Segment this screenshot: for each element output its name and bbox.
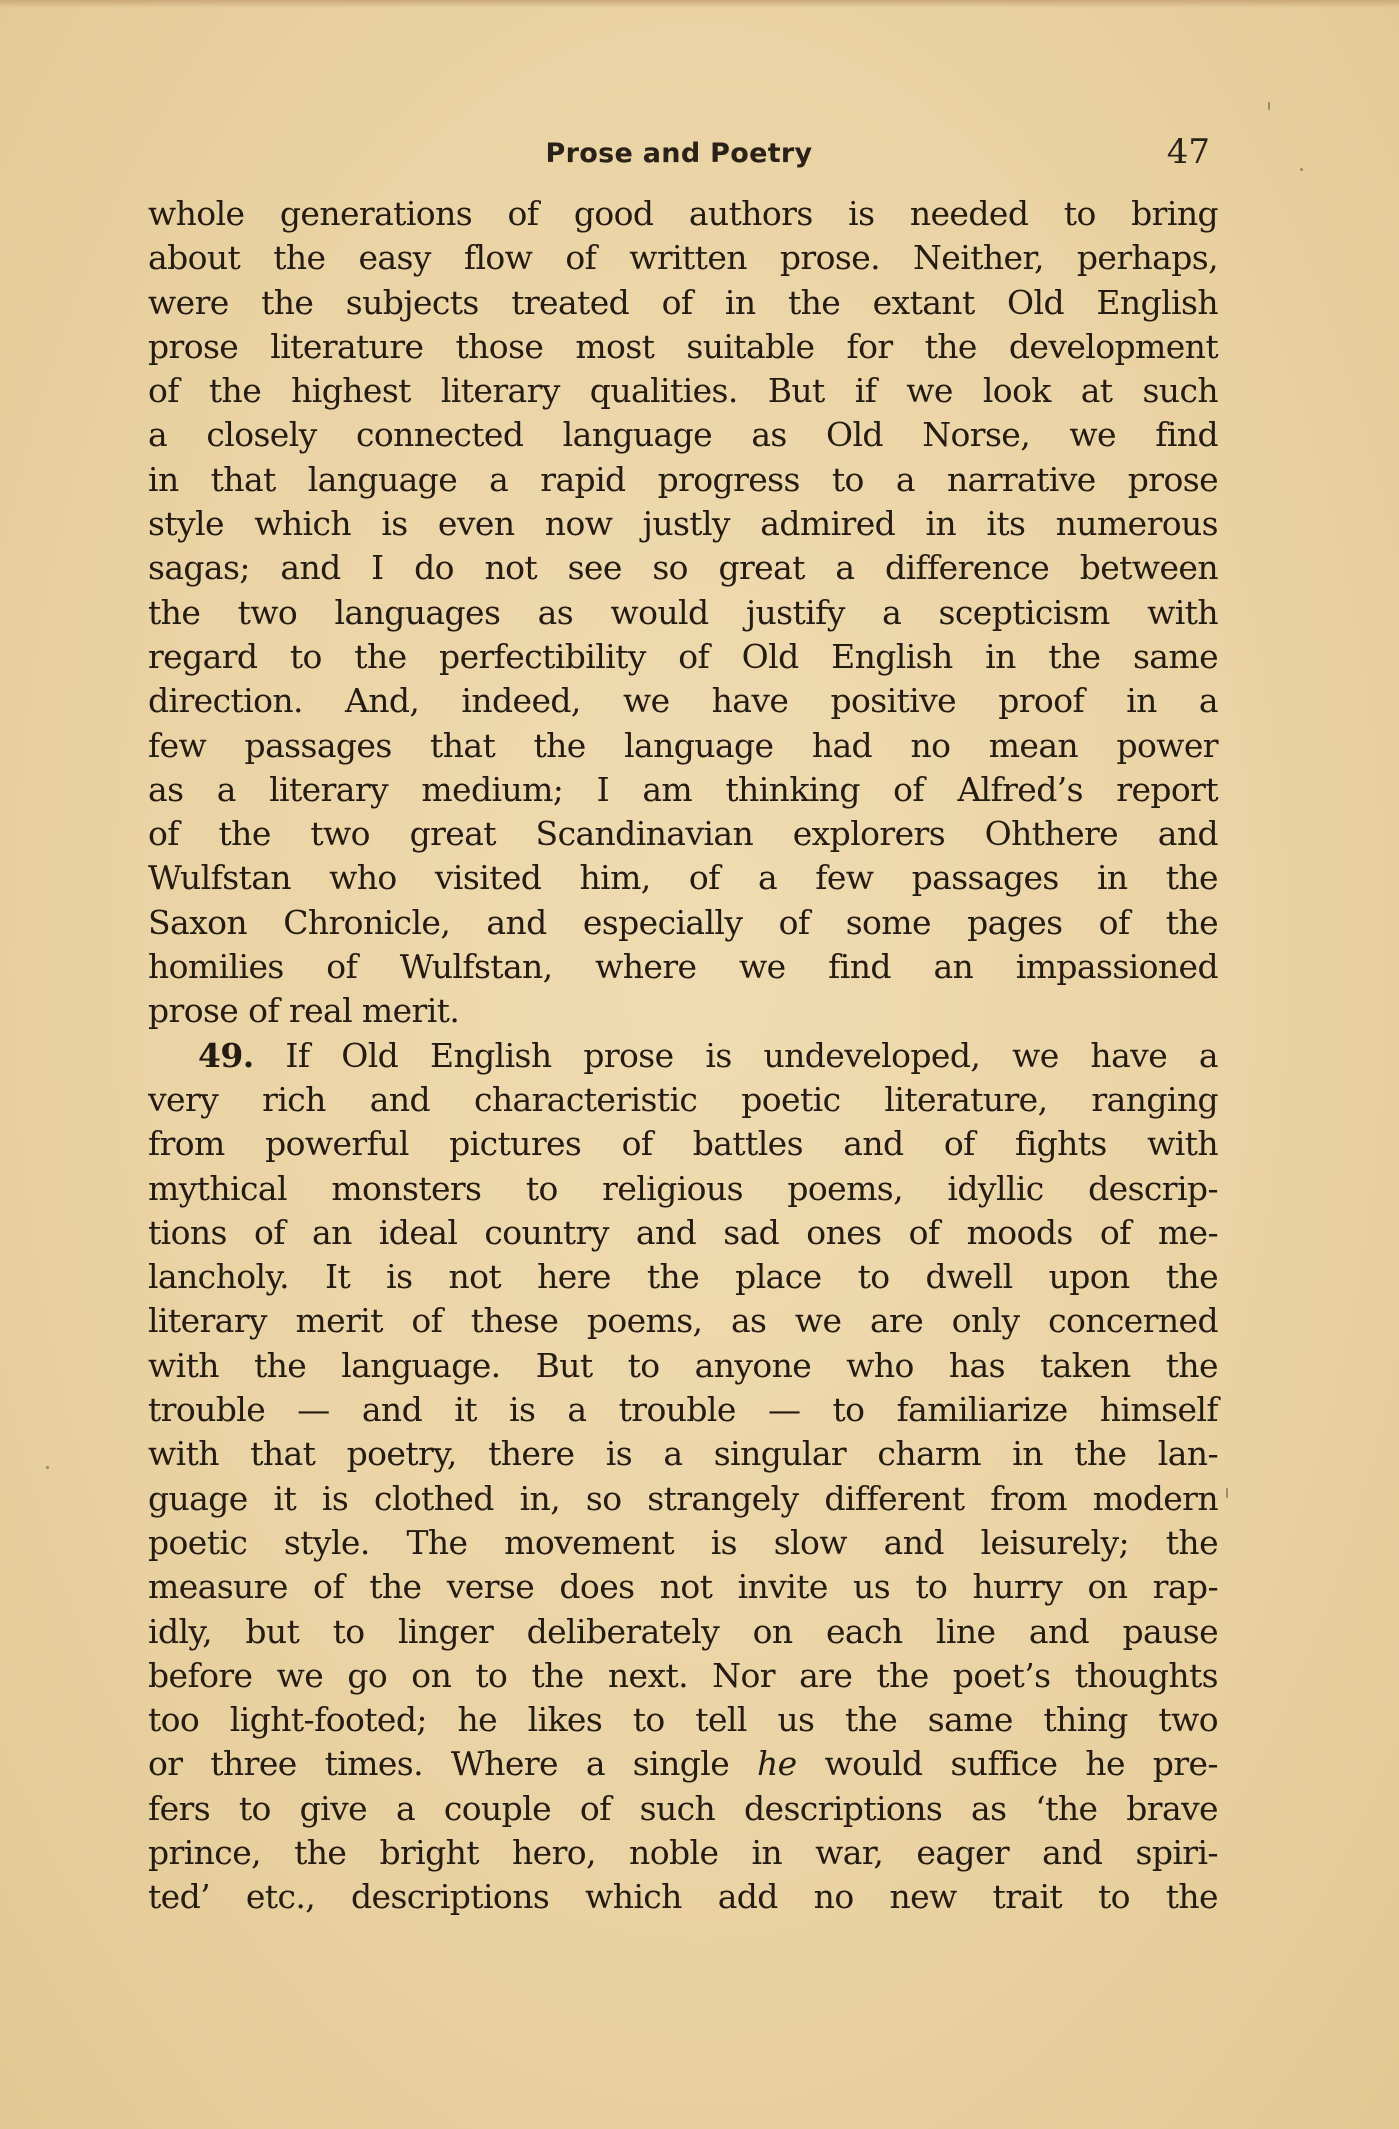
running-title: Prose and Poetry [545,138,813,169]
text-line: whole generations of good authors is needed to bring [148,194,1218,233]
text-line: lancholy. It is not here the place to dwell upon the [148,1257,1218,1297]
body-text [148,192,1218,1920]
text-line: fers to give a couple of such descriptions as ‘the brave [148,1788,1218,1828]
text-line: measure of the verse does not invite us to hurry on rap- [148,1567,1218,1607]
text-line: poetic style. The movement is slow and leisurely; the [148,1522,1218,1562]
text-segment: would suffice he pre- [796,1744,1218,1784]
text-line: guage it is clothed in, so strangely different from modern [148,1478,1218,1518]
paper-speck [1300,168,1303,171]
text-line: of the two great Scandinavian explorers Ohthere and [148,814,1218,854]
section-opening-line [148,1034,1218,1078]
paper-speck [1268,102,1270,110]
text-line: trouble — and it is a trouble — to familiarize himself [148,1390,1218,1430]
text-line: mythical monsters to religious poems, idyllic descrip- [148,1168,1218,1208]
text-line: prose literature those most suitable for the development [148,326,1218,366]
italic-word: he [757,1744,797,1784]
text-line: before we go on to the next. Nor are the poet’s thoughts [148,1655,1218,1695]
page-number: 47 [1166,132,1210,172]
running-head [148,132,1210,182]
paragraph-end-line: prose of real merit. [148,991,460,1031]
text-line: homilies of Wulfstan, where we find an impassioned [148,947,1218,987]
text-line: literary merit of these poems, as we are only concerned [148,1301,1218,1341]
text-line: sagas; and I do not see so great a difference between [148,548,1218,588]
text-line: from powerful pictures of battles and of fights with [148,1124,1218,1164]
text-line: style which is even now justly admired in its numerous [148,504,1218,544]
text-segment: or three times. Where a single [148,1744,758,1784]
text-line: in that language a rapid progress to a narrative prose [148,459,1218,499]
page-top-edge [0,0,1399,8]
text-line: of the highest literary qualities. But if we look at such [148,371,1218,411]
text-line: with the language. But to anyone who has taken the [148,1345,1218,1385]
section-opening-text: If Old English prose is undeveloped, we have a [253,1035,1218,1075]
paper-speck [46,1466,49,1469]
text-line: with that poetry, there is a singular charm in the lan- [148,1434,1218,1474]
text-line: very rich and characteristic poetic literature, ranging [148,1079,1218,1119]
text-line: idly, but to linger deliberately on each line and pause [148,1611,1218,1651]
text-line: few passages that the language had no mean power [148,725,1218,765]
paper-speck [1226,1488,1228,1498]
text-line: Wulfstan who visited him, of a few passages in the [148,858,1218,898]
section-number: 49. [198,1035,254,1075]
text-line: regard to the perfectibility of Old English in the same [148,636,1218,676]
text-line: about the easy flow of written prose. Neither, perhaps, [148,238,1218,278]
text-line: were the subjects treated of in the extant Old English [148,282,1218,322]
text-line: prince, the bright hero, noble in war, eager and spiri- [148,1832,1218,1872]
text-line: a closely connected language as Old Norse, we find [148,415,1218,455]
text-line: Saxon Chronicle, and especially of some pages of the [148,902,1218,942]
text-line: too light-footed; he likes to tell us the same thing two [148,1700,1218,1740]
text-line: direction. And, indeed, we have positive proof in a [148,681,1218,721]
text-line: tions of an ideal country and sad ones of moods of me- [148,1212,1218,1252]
text-line: ted’ etc., descriptions which add no new trait to the [148,1877,1218,1917]
text-line: the two languages as would justify a scepticism with [148,592,1218,632]
text-line: as a literary medium; I am thinking of Alfred’s report [148,769,1218,809]
text-line-with-italic [148,1742,1218,1786]
